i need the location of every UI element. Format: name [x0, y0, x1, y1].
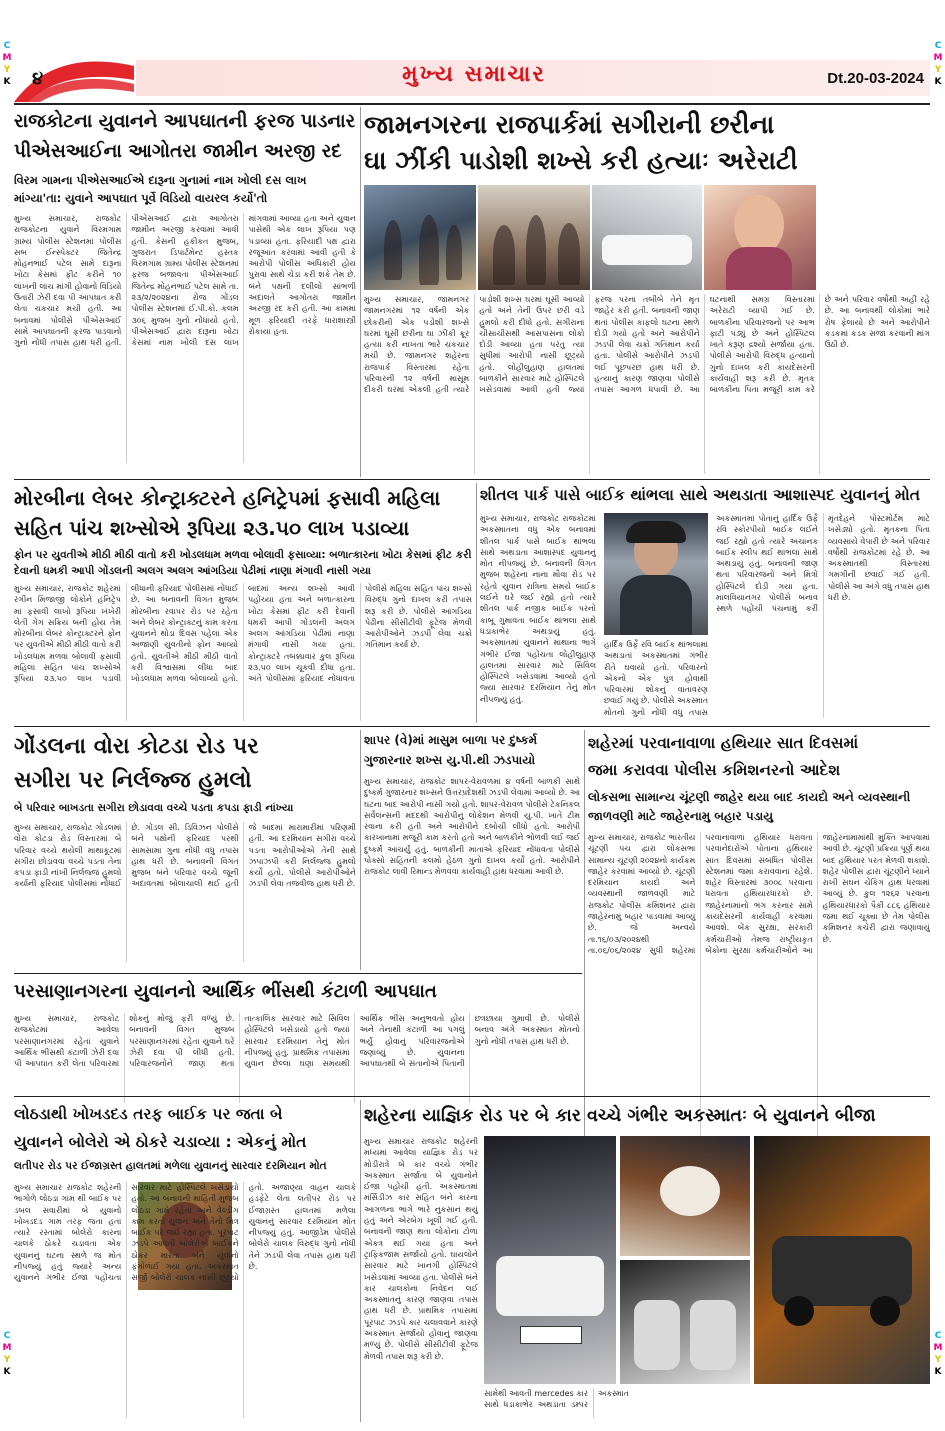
- news-photo-hospital-body: [592, 185, 702, 290]
- margin-mark-k: K: [934, 1367, 942, 1377]
- article-subheadline: ફોન પર યુવતીએ મીઠી મીઠી વાતો કરી ખોડલધામ મળવા બોલાવી ફસાવ્યા: બળાત્કારના ખોટા કેસમાં ફીટ કરી દેવાની ધમકી આપી ગોંડલની અલગ અલગ આંગડિયા પેઢીમાં નાણા મંગાવી નાસી ગયા: [14, 549, 472, 577]
- section-rule: [14, 479, 930, 480]
- margin-mark-m: M: [933, 53, 943, 63]
- margin-mark-m: M: [2, 53, 12, 63]
- margin-mark-k: K: [3, 1367, 11, 1377]
- article-headline: શહેરના યાજ્ઞિક રોડ પર બે કાર વચ્ચે ગંભીર અકસ્માતઃ બે યુવાનને બીજા: [364, 1106, 876, 1126]
- article-body: મુખ્ય સમાચાર, રાજકોટ રાજકોટમાં અકસ્માતના વધુ એક બનાવમાં શીતલ પાર્ક પાસે બાઈક થાંભલા સાથે અથડાતા આશાસ્પદ યુવાનનું મોત નીપજ્યું છે. બનાવની વિગત મુજબ શહેરના નાના મૌવા રોડ પર રહેતો યુવાન રાત્રિના સમયે બાઈક લઈને ઘરે જઈ રહ્યો હતો ત્યારે શીતલ પાર્ક નજીક બાઈક પરનો કાબૂ ગુમાવતા બાઈક થાંભલા સાથે ધડાકાભેર અથડાયું હતું. અકસ્માતમાં યુવાનને માથાના ભાગે ગંભીર ઈજા પહોંચતા લોહીલુહાણ હાલતમાં સારવાર માટે સિવિલ હોસ્પિટલે ખસેડવામાં આવ્યો હતો જ્યાં સારવાર દરમિયાન તેનું મોત નીપજ્યું હતું.: [480, 514, 596, 704]
- article-headline: જામનગરના રાજપાર્કમાં સગીરાની છરીના: [364, 110, 775, 139]
- article-headline: સહિત પાંચ શખ્સોએ રૂપિયા ૨૩.૫૦ લાખ પડાવ્યા: [14, 516, 410, 540]
- article-body: મુખ્ય સમાચાર, રાજકોટ ભારતીય ચૂંટણી પંચ દ્વારા લોકસભા સામાન્ય ચૂંટણી ૨૦૨૪નો કાર્યક્રમ જાહેર કરવામાં આવ્યો છે. ચૂંટણી દરમિયાન કાયદો અને વ્યવસ્થાની જાળવણી માટે રાજકોટ પોલીસ કમિશનર દ્વારા જાહેરનામું બહાર પાડવામાં આવ્યું છે. જે અન્વયે તા.૧૬/૦૩/૨૦૨૪થી તા.૦૬/૦૬/૨૦૨૪ સુધી શહેરમાં પરવાનાવાળા હથિયાર ધરાવતા પરવાનેદારોએ પોતાના હથિયાર સાત દિવસમાં સંબંધિત પોલીસ સ્ટેશનમાં જમા કરાવવાના રહેશે. શહેર વિસ્તારમાં ૩૦૦૮ પરવાના ધરાવતા હથિયારધારકો છે. જાહેરનામાનો ભંગ કરનાર સામે કાયદેસરની કાર્યવાહી કરવામાં આવશે. બેંક સુરક્ષા, સરકારી કર્મચારીઓ તેમજ રાષ્ટ્રીયકૃત બેંકોના સુરક્ષા કર્મચારીઓને આ જાહેરનામામાંથી મુક્તિ આપવામાં આવી છે. ચૂંટણી પ્રક્રિયા પૂર્ણ થયા બાદ હથિયાર પરત મેળવી શકાશે. શહેર પોલીસ દ્વારા ચૂંટણીને ધ્યાને રાખી સઘન ચેકિંગ હાથ ધરવામાં આવ્યું છે. કુલ ૧૨૬૨ પરવાના હથિયારધારકો પૈકી ૮૮૬ હથિયાર જમા થઈ ચૂક્યા છે તેમ પોલીસ કમિશનર કચેરી દ્વારા જણાવાયું છે.: [588, 833, 930, 955]
- margin-mark-y: Y: [934, 65, 942, 75]
- header-rule: [14, 103, 930, 105]
- article-headline: ઘા ઝીંકી પાડોશી શખ્સે કરી હત્યાઃ અરેરાટી: [364, 146, 798, 175]
- article-headline: મોરબીના લેબર કોન્ટ્રાક્ટરને હનિટ્રેપમાં ફસાવી મહિલા: [14, 486, 441, 510]
- article-body: મુખ્ય સમાચાર, રાજકોટ શાપર-વેરાવળમાં ૪ વર્ષની બાળકી સાથે દુષ્કર્મ ગુજારનાર શખ્સને ઉત્તરપ્રદેશથી ઝડપી લેવામાં આવ્યો છે. આ ઘટના બાદ આરોપી નાસી ગયો હતો. શાપર-વેરાવળ પોલીસે ટેકનિકલ સર્વેલન્સની મદદથી આરોપીનું લોકેશન મેળવી યુ.પી. ખાતે ટીમ રવાના કરી હતી અને આરોપીને દબોચી લીધો હતો. આરોપી કારખાનામાં મજૂરી કામ કરતો હતો અને બાળકીને ભોળવી લઈ જઈ દુષ્કર્મ આચર્યું હતું. બાળકીની માતાએ ફરિયાદ નોંધાવતા પોલીસે પોક્સો સહિતની કલમો હેઠળ ગુનો દાખલ કર્યો હતો. આરોપીને રાજકોટ લાવી રિમાન્ડ મેળવવા કાર્યવાહી હાથ ધરવામાં આવી છે.: [364, 777, 580, 877]
- margin-mark-c: C: [3, 1331, 11, 1341]
- news-photo-women-mourning: [478, 185, 590, 290]
- article-body: મુખ્ય સમાચાર, રાજકોટ રાજકોટના યુવાને વિરમગામ ગ્રામ્ય પોલીસ સ્ટેશનમાં પોલીસ સબ ઈન્સ્પેક્ટર જિતેન્દ્ર મોહનભાઈ પટેલ સામે દારૂના ખોટા કેસમાં ફીટ કરીને ૧૦ લાખની લાંચ માંગી હોવાનો વિડિયો ઉતારી ઝેરી દવા પી આપઘાત કરી લેતા ચકચાર મચી હતી. આ બનાવમાં પોલીસે પીએસઆઈ સામે આપઘાતની ફરજ પાડવાનો ગુનો નોંધી તપાસ હાથ ધરી હતી. પીએસઆઈ દ્વારા આગોતરા જામીન અરજી કરવામાં આવી હતી. કેસની હકીકત મુજબ, ગુજરાત ડિપાર્ટમેન્ટ હસ્તક વિરમગામ ગ્રામ્ય પોલીસ સ્ટેશનમાં ફરજ બજાવતા પીએસઆઈ જિતેન્દ્ર મોહનભાઈ પટેલ સામે તા. ૨૩/૨/૨૦૨૪ના રોજ ગોંડલ પોલીસ સ્ટેશનમાં ઈ.પી.કો. કલમ ૩૦૬ મુજબ ગુનો નોંધાયો હતો. પીએસઆઈ દ્વારા દારૂના ખોટા કેસમાં નામ ખોલી દસ લાખ માંગવામાં આવ્યા હતા અને યુવાન પાસેથી એક લાખ રૂપિયા પણ પડાવ્યા હતા. ફરિયાદી પક્ષ દ્વારા રજૂઆત કરવામાં આવી હતી કે આરોપી પોલીસ અધિકારી હોય પુરાવા સાથે ચેડા કરી શકે તેમ છે. બંને પક્ષની દલીલો સાંભળી અદાલતે આગોતરા જામીન અરજી રદ કરી હતી. આ કામમાં મૂળ ફરિયાદી તરફે ધારાશાસ્ત્રી રોકાયા હતા.: [14, 214, 356, 348]
- margin-mark-y: Y: [934, 1355, 942, 1365]
- article-yagnik-road: [364, 1100, 930, 1422]
- column-divider: [476, 483, 477, 723]
- news-photo-police-station: [364, 185, 476, 290]
- article-subheadline: લોકસભા સામાન્ય ચૂંટણી જાહેર થયા બાદ કાયદો અને વ્યવસ્થાની જાળવણી માટે જાહેરનામુ બહાર પડાયુ: [588, 790, 911, 823]
- news-photo-airbag-interior: [620, 1136, 750, 1256]
- article-headline: રાજકોટના યુવાનને આપઘાતની ફરજ પાડનાર: [14, 111, 356, 132]
- margin-mark-c: C: [934, 41, 942, 51]
- article-body: મુખ્ય સમાચાર, રાજકોટ ગોંડલમાં વોરા કોટડા રોડ વિસ્તારમાં બે પરિવાર વચ્ચે થયેલી માથાકૂટમાં સગીરા છોડાવવા વચ્ચે પડતા તેના કપડા ફાડી નાંખી નિર્લજ્જ હુમલો કર્યાની ફરિયાદ પોલીસમાં નોંધાઈ છે. ગોંડલ સી. ડિવિઝન પોલીસે બંને પક્ષોની ફરિયાદ પરથી સામસામા ગુના નોંધી વધુ તપાસ હાથ ધરી છે. બનાવની વિગત મુજબ બંને પરિવાર વચ્ચે જૂની અદાવતમાં બોલાચાલી થઈ હતી જે બાદમાં મારામારીમાં પરિણમી હતી. આ દરમિયાન સગીરા વચ્ચે પડતા આરોપીઓએ તેની સાથે ઝપાઝપી કરી નિર્લજ્જ હુમલો કર્યો હતો. પોલીસે આરોપીઓને ઝડપી લેવા તજવીજ હાથ ધરી છે.: [14, 823, 356, 889]
- news-photo-damaged-car-side: [754, 1136, 930, 1384]
- news-photo-deceased-youth: [604, 513, 708, 635]
- margin-mark-y: Y: [3, 65, 11, 75]
- column-divider: [360, 730, 361, 970]
- article-subheadline: લતીપર રોડ પર ઈજાગ્રસ્ત હાલતમાં મળેલા યુવાનનું સારવાર દરમિયાન મોત: [14, 1160, 327, 1172]
- page-header: [14, 58, 930, 102]
- column-divider: [360, 107, 361, 477]
- margin-mark-c: C: [934, 1331, 942, 1341]
- article-headline: જમા કરાવવા પોલીસ કમિશનરનો આદેશ: [588, 761, 841, 779]
- article-body: મુખ્ય સમાચાર, રાજકોટ રાજકોટમાં આવેલા પરસાણાનગરમાં રહેતા યુવાને આર્થિક ભીંસથી કંટાળી ઝેરી દવા પી આપઘાત કરી લેતા પરિવારમાં શોકનું મોજું ફરી વળ્યું છે. બનાવની વિગત મુજબ પરસાણાનગરમાં રહેતા યુવાને ઘરે ઝેરી દવા પી લીધી હતી. પરિવારજનોને જાણ થતા તાત્કાલિક સારવાર માટે સિવિલ હોસ્પિટલે ખસેડાયો હતો જ્યાં સારવાર દરમિયાન તેનું મોત નીપજ્યું હતું. પ્રાથમિક તપાસમાં યુવાન છેલ્લા ઘણા સમયથી આર્થિક ભીંસ અનુભવતો હોય અને તેનાથી કંટાળી આ પગલું ભર્યું હોવાનું પરિવારજનોએ જણાવ્યું છે. યુવાનના આપઘાતથી બે સંતાનોએ પિતાની છત્રછાયા ગુમાવી છે. પોલીસે બનાવ અંગે અકસ્માત મોતનો ગુનો નોંધી તપાસ હાથ ધરી છે.: [14, 1014, 580, 1069]
- margin-mark-y: Y: [3, 1355, 11, 1365]
- section-rule: [14, 1096, 930, 1097]
- article-subheadline: વિરમ ગામના પીએસઆઈએ દારૂના ગુનામાં નામ ખોલી દસ લાખ માંગ્યા'તા: યુવાને આપઘાત પૂર્વે વિડિયો વાયરલ કર્યો'તો: [14, 173, 307, 205]
- margin-marks-top-right: [933, 40, 943, 88]
- margin-marks-bottom-right: [933, 1330, 943, 1378]
- article-subheadline: બે પરિવાર બાખડતા સગીરા છોડાવવા વચ્ચે પડતા કપડા ફાડી નાંખ્યા: [14, 802, 294, 814]
- article-rajkot-psi: [14, 107, 356, 477]
- article-body: મુખ્ય સમાચાર રાજકોટ શહેરની મધ્યમાં આવેલા યાજ્ઞિક રોડ પર મોડીરાત્રે બે કાર વચ્ચે ગંભીર અકસ્માત સર્જાતા બે યુવાનોને ઈજા પહોંચી હતી. અકસ્માતમાં મર્સિડીઝ કાર સહિત બંને કારના આગળના ભાગે ભારે નુકસાન થયું હતું અને એરબેગ ખૂલી ગઈ હતી. બનાવની જાણ થતા લોકોના ટોળા એકત્ર થઈ ગયા હતા અને ટ્રાફિકજામ સર્જાયો હતો. ઘાયલોને સારવાર માટે ખાનગી હોસ્પિટલે ખસેડવામાં આવ્યા હતા. પોલીસે બંને કાર ચાલકોના નિવેદન લઈ અકસ્માતનું કારણ જાણવા તપાસ હાથ ધરી છે. પ્રાથમિક તપાસમાં પૂરપાટ ઝડપે કાર ચલાવવાને કારણે અકસ્માત સર્જાયો હોવાનું જાણવા મળ્યું છે. પોલીસે સીસીટીવી ફૂટેજ મેળવી તપાસ શરૂ કરી છે.: [364, 1137, 478, 1361]
- margin-mark-m: M: [2, 1343, 12, 1353]
- column-divider: [360, 1100, 361, 1422]
- article-headline: સગીરા પર નિર્લજ્જ હુમલો: [14, 768, 252, 793]
- article-gondal: [14, 730, 356, 970]
- article-headline: ગોંડલના વોરા કોટડા રોડ પર: [14, 734, 259, 759]
- article-headline: લોઠડાથી ખોખડદડ તરફ બાઈક પર જતા બે: [14, 1105, 283, 1123]
- article-body: મુખ્ય સમાચાર, જામનગર જામનગરમાં ૧૨ વર્ષની એક છોકરીની એક પડોશી શખ્સે ઘરમાં ઘૂસી છરીના ઘા ઝીંકી ક્રૂર હત્યા કરી નાખતા ભારે ચકચાર મચી છે. જામનગર શહેરના રાજપાર્ક વિસ્તારમાં રહેતા પરિવારની ૧૨ વર્ષની માસૂમ દીકરી ઘરમાં એકલી હતી ત્યારે પાડોશી શખ્સ ઘરમાં ઘૂસી આવ્યો હતો અને તેની ઉપર છરી વડે હુમલો કરી દીધો હતો. સગીરાના ચીસાચીસથી આસપાસના લોકો દોડી આવ્યા હતા પરંતુ ત્યાં સુધીમાં આરોપી નાસી છૂટ્યો હતો. લોહીલુહાણ હાલતમાં બાળકીને સારવાર માટે હોસ્પિટલે ખસેડવામાં આવી હતી જ્યાં ફરજ પરના તબીબે તેને મૃત જાહેર કરી હતી. બનાવની જાણ થતાં પોલીસ કાફલો ઘટના સ્થળે દોડી ગયો હતો અને આરોપીને ઝડપી લેવા ચક્રો ગતિમાન કર્યા હતા. પોલીસે આરોપીને ઝડપી લઈ પૂછપરછ હાથ ધરી છે. હત્યાનું કારણ જાણવા પોલીસે તપાસ આગળ ધપાવી છે. આ ઘટનાથી સમગ્ર વિસ્તારમાં અરેરાટી વ્યાપી ગઈ છે. બાળકીના પરિવારજનો પર આભ ફાટી પડ્યું છે અને હોસ્પિટલ ખાતે કરૂણ દ્રશ્યો સર્જાયા હતા. પોલીસે આરોપી વિરુદ્ધ હત્યાનો ગુનો દાખલ કરી કાયદેસરની કાર્યવાહી શરૂ કરી છે. મૃતક બાળકીના પિતા મજૂરી કામ કરે છે અને પરિવાર વર્ષોથી અહીં રહે છે. આ બનાવથી લોકોમાં ભારે રોષ ફેલાયો છે અને આરોપીને કડકમાં કડક સજા કરવાની માંગ ઉઠી છે.: [364, 295, 930, 395]
- section-rule: [14, 973, 582, 974]
- article-headline: પરસાણાનગરના યુવાનનો આર્થિક ભીંસથી કંટાળી આપઘાત: [14, 981, 437, 1002]
- article-headline: ગુજારનાર શખ્સ યુ.પી.થી ઝડપાયો: [364, 753, 536, 767]
- article-shapar: [364, 730, 580, 970]
- news-photo-victim-girl: [704, 185, 816, 290]
- margin-mark-m: M: [933, 1343, 943, 1353]
- article-body: મુખ્ય સમાચાર રાજકોટ શહેરની ભાગોળે લોઠડા ગામ થી બાઈક પર ડબલ સવારીમાં બે યુવાનો ખોખડદડ ગામ તરફ જતા હતા ત્યારે રસ્તામાં બોલેરો કારના ચાલકે ઠોકરે ચડાવતા એક યુવાનનું ઘટના સ્થળે જ મોત નીપજ્યું હતું જ્યારે અન્ય યુવાનને ગંભીર ઈજા પહોંચતા સારવાર માટે હોસ્પિટલે ખસેડાયો હતો. આ બનાવની માહિતી મુજબ લોઠડા ગામે રહેતા અને વેલ્ડીંગ કામ કરતો યુવાન અને તેનો મિત્ર બાઈક પર જઈ રહ્યા હતા. પૂરપાટ ઝડપે આવતી બોલેરોએ બાઈકને ઠોકર મારતા બંને યુવાનો ફંગોળાઈ ગયા હતા. અકસ્માત સર્જી બોલેરો ચાલક નાસી છૂટ્યો હતો. અજાણ્યા વાહન ચાલકે હડફેટે લેતા લતીપર રોડ પર ઈજાગ્રસ્ત હાલતમાં મળેલા યુવાનનું સારવાર દરમિયાન મોત નીપજ્યું હતું. આજીડેમ પોલીસે બોલેરો ચાલક વિરુદ્ધ ગુનો નોંધી તેને ઝડપી લેવા તપાસ હાથ ધરી છે.: [14, 1183, 356, 1283]
- news-photo-car-seats: [620, 1260, 750, 1384]
- header-title: મુખ્ય સમાચાર: [402, 62, 546, 87]
- margin-marks-top-left: [2, 40, 12, 88]
- photo-caption: સામેથી આવતી mercedes કાર સાથે ધડાકાભેર અથડાતા ડમ્પર અકસ્માત: [484, 1389, 629, 1410]
- article-body: હાર્દિક ઉર્ફે રવિ બાઈક થાંભલામાં અથડાતાં અકસ્માતમાં ગંભીર રીતે ઘવાયો હતો. પરિવારનો એકનો એક પુત્ર હોવાથી પરિવારમાં શોકનું વાતાવરણ છવાઈ ગયું છે. પોલીસે અકસ્માત મોતનો ગુનો નોંધી વધુ તપાસ: [604, 640, 708, 717]
- margin-marks-bottom-left: [2, 1330, 12, 1378]
- article-body: અકસ્માતમાં પોતાનું હાર્દિક ઉર્ફે રવિ સ્કોરપીયો બાઈક લઈને જઈ રહ્યો હતો ત્યારે અચાનક બાઈક સ્લીપ થઈ થાંભલા સાથે અથડાયું હતું. બનાવની જાણ થતા પરિવારજનો અને મિત્રો હોસ્પિટલે દોડી ગયા હતા. માલવિયાનગર પોલીસે બનાવ સ્થળે પહોંચી પંચનામું કરી મૃતદેહને પોસ્ટમોર્ટમ માટે ખસેડ્યો હતો. મૃતકના પિતા વ્યવસાયે વેપારી છે અને પરિવાર વર્ષોથી રાજકોટમાં રહે છે. આ અકસ્માતથી વિસ્તારમાં ગમગીની છવાઈ ગઈ હતી. પોલીસે આ અંગે વધુ તપાસ હાથ ધરી છે.: [716, 514, 930, 614]
- article-lothda: [14, 1100, 356, 1422]
- article-headline: શહેરમાં પરવાનાવાળા હથિયાર સાત દિવસમાં: [588, 734, 859, 752]
- article-shital-park: [480, 483, 930, 723]
- margin-mark-k: K: [3, 77, 11, 87]
- article-body: મુખ્ય સમાચાર, રાજકોટ શહેરમાં રંગીન મિજાજી લોકોને હનિટ્રેપ માં ફસાવી લાખો રૂપિયા ખંખેરી લેતી ગેંગ સક્રિય બની હોય તેમ મોરબીના લેબર કોન્ટ્રાક્ટરને ફોન પર યુવતીએ મીઠી મીઠી વાતો કરી ખોડલધામ મળવા બોલાવી ફસાવી મહિલા સહિત પાંચ શખ્સોએ રૂપિયા ૨૩.૫૦ લાખ પડાવી લીધાની ફરિયાદ પોલીસમાં નોંધાઈ છે. આ બનાવની વિગત મુજબ મોરબીના રવાપર રોડ પર રહેતા અને લેબર કોન્ટ્રાક્ટનું કામ કરતા યુવાનને થોડા દિવસ પહેલા એક અજાણી યુવતીનો ફોન આવ્યો હતો. યુવતીએ મીઠી મીઠી વાતો કરી વિશ્વાસમાં લીધા બાદ ખોડલધામ મળવા બોલાવ્યો હતો. બાદમાં અન્ય શખ્સો આવી પહોંચ્યા હતા અને બળાત્કારના ખોટા કેસમાં ફીટ કરી દેવાની ધમકી આપી ગોંડલની અલગ અલગ આંગડિયા પેઢીમાં નાણા મંગાવી નાસી ગયા હતા. કોન્ટ્રાક્ટરે તબક્કાવાર કુલ રૂપિયા ૨૩.૫૦ લાખ ચૂકવી દીધા હતા. અંતે પોલીસમાં ફરિયાદ નોંધાવતા પોલીસે મહિલા સહિત પાંચ શખ્સો વિરુદ્ધ ગુનો દાખલ કરી તપાસ શરૂ કરી છે. પોલીસે આંગડિયા પેઢીના સીસીટીવી ફૂટેજ મેળવી આરોપીઓને ઝડપી લેવા ચક્રો ગતિમાન કર્યા છે.: [14, 584, 472, 684]
- page-number: ૪: [32, 68, 44, 89]
- header-date: Dt.20-03-2024: [827, 70, 924, 87]
- section-rule: [14, 726, 930, 727]
- article-headline: યુવાનને બોલેરો એ ઠોકરે ચડાવ્યા : એકનું મોત: [14, 1133, 307, 1151]
- article-jamnagar: [364, 107, 930, 477]
- news-photo-crashed-car-front: [484, 1136, 616, 1384]
- margin-mark-k: K: [934, 77, 942, 87]
- article-morbi: [14, 483, 472, 723]
- article-headline: શાપર (વે)માં માસુમ બાળા પર દુષ્કર્મ: [364, 733, 538, 747]
- article-headline: શીતલ પાર્ક પાસે બાઈક થાંભલા સાથે અથડાતા આશાસ્પદ યુવાનનું મોત: [480, 486, 920, 504]
- margin-mark-c: C: [3, 41, 11, 51]
- article-headline: પીએસઆઈના આગોતરા જામીન અરજી રદ: [14, 141, 342, 162]
